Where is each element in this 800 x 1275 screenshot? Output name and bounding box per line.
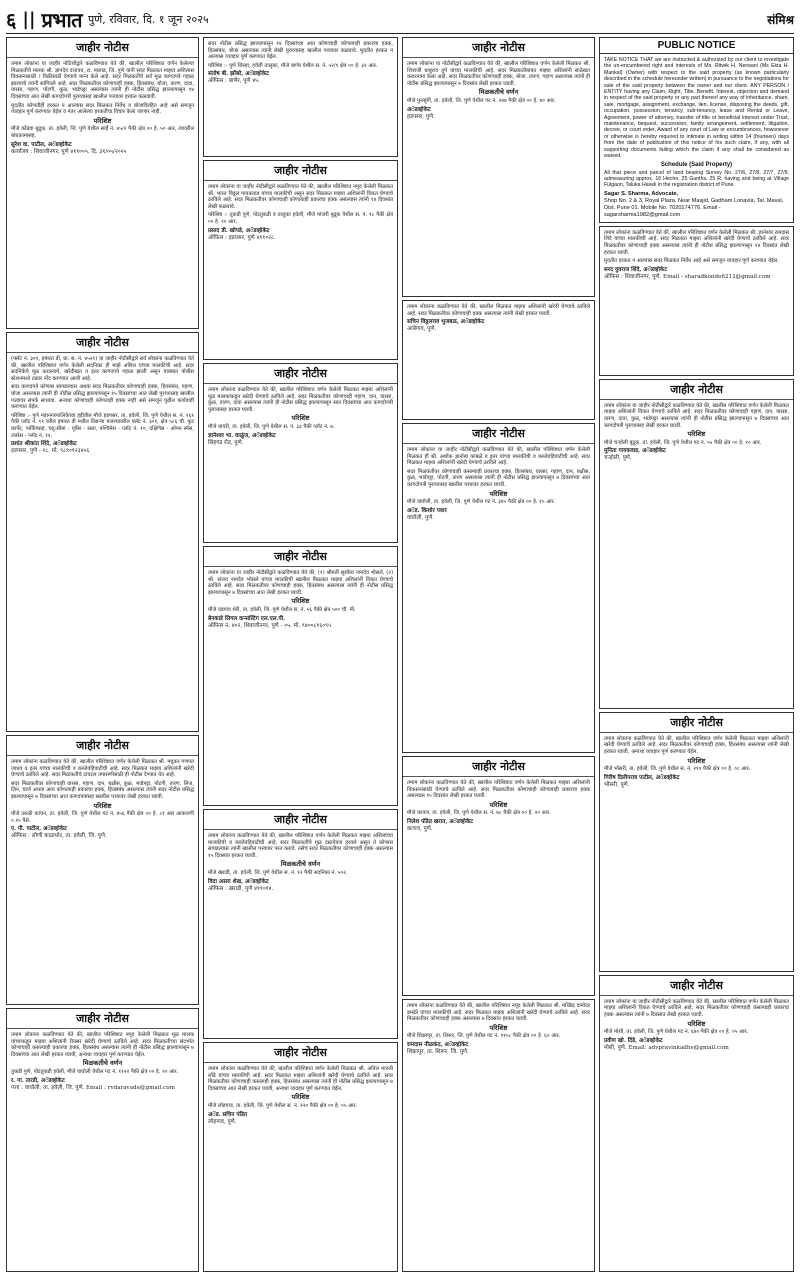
schedule-text: मौजे लोहगाव, ता. हवेली, जि. पुणे येथील स. नं. २२० पैकी क्षेत्र ०० हे. ०५ आर. [208, 1102, 358, 1109]
schedule-text: मौजे फुरसुंगी, ता. हवेली, जि. पुणे येथील गट नं. २४७ पैकी क्षेत्र ०० हे. ४० आर. [407, 97, 556, 104]
notice-signature [11, 826, 194, 840]
column-3 [402, 37, 595, 1272]
notice-paragraph: तमाम लोकांना या जाहीर नोटीसीद्वारे कळविण्यात येते की, खालील परिशिष्टात वर्णन केलेली मिळकत माझ्या अशिलांनी विकत घेण्याचे ठरविले आहे. सदर मिळकतीवर कोणाचाही कसल्याही प्रकारचा हक्क असल्यास त्यांनी ७ दिवसांत लेखी हरकत घ्यावी. [604, 998, 789, 1018]
notice-paragraph: (फ्लॅट नं. ३०१, इमारत डी, प्रा. स. नं. ४५२१) या जाहीर नोटीसीद्वारे सर्व लोकांना कळविण्यात येते की, खालील परिशिष्टात वर्णन केलेली सदनिका ही माझे अशिल यांच्या मालकीची आहे. सदर सदनिकेचे मूळ करारनामे, खरेदीखत व इतर कागदपत्रे गहाळ झाली असून याबाबत पोलीस स्टेशनमध्ये तक्रार नोंद करण्यात आली आहे. [11, 356, 194, 382]
signatory-address: ऑफिस नं. ४०२, शिवाजीनगर, पुणे - ०५. मो. ९४००८१६०९५ [208, 622, 331, 629]
signatory-address: आंबेगाव, पुणे. [407, 326, 437, 333]
masthead-left [6, 6, 209, 33]
schedule-text: मौजे कोंढवा बुद्रुक, ता. हवेली, जि. पुणे येथील सर्व्हे नं. ४५/२ पैकी क्षेत्र ०० हे. ५० आर, त्यावरील बांधकामासह. [11, 126, 194, 139]
legal-notice [6, 735, 199, 1005]
signatory-name: र. गा. तारडी, अॅडव्होकेट [11, 1077, 65, 1084]
schedule-title: परिशिष्ट [93, 116, 112, 125]
notice-heading: जाहीर नोटीस [7, 1009, 198, 1029]
legal-notice [6, 1008, 199, 1272]
notice-heading: जाहीर नोटीस [204, 364, 397, 384]
schedule-title: परिशिष्ट [687, 1019, 706, 1028]
notice-paragraph: तमाम लोकांना कळविण्यात येते की, खालील परिशिष्टात वर्णन केलेली मिळकत माझ्या अशिलांच्या मालकीची व कब्जेवहिवाटीची आहे. सदर मिळकतीचे मूळ दस्तऐवज हरवले असून ते कोणास सापडल्यास त्यांनी खालील पत्त्यावर परत करावे. तसेच सदर मिळकतीवर कोणाचाही हक्क असल्यास १५ दिवसांत हरकत घ्यावी. [208, 833, 393, 859]
notice-signature [208, 433, 393, 447]
schedule-text: मौजे वाघोली, ता. हवेली, जि. पुणे येथील गट नं. ३४५ पैकी क्षेत्र ०० हे. १५ आर. [407, 499, 556, 506]
notice-paragraph: तमाम लोकांना कळविण्यात येते की, खालील परिशिष्टात वर्णन केलेली मिळकत श्री. ज्ञानेश्वर रामदास शिंदे यांच्या मालकीची आहे. सदर मिळकत माझ्या अशिलांनी खरेदी घेण्याचे ठरविले आहे. सदर मिळकतीवर कोणाचाही हक्क असल्यास त्यांनी ही नोटीस प्रसिद्ध झाल्यापासून १४ दिवसांत लेखी हरकत घ्यावी. [604, 229, 789, 256]
schedule-text: मौजे भोसरी, ता. हवेली, जि. पुणे येथील स. नं. २१० पैकी क्षेत्र ०० हे. ०८ आर. [604, 766, 751, 773]
signatory-address: वाघोली, पुणे. [407, 514, 435, 521]
notice-paragraph: तमाम लोकांना कळविण्यात येते की, खालील परिशिष्टात वर्णन केलेली मिळकत माझ्या अशिलांनी मूळ मालकांकडून खरेदी घेण्याचे ठरविले आहे. सदर मिळकतीवर कोणाचाही गहाण, दान, वारसा, कुळ, तारण, दावा असल्यास त्यांनी ही नोटीस प्रसिद्ध झाल्यापासून सात दिवसांच्या आत कागदोपत्री पुराव्यासह हरकत घ्यावी. [208, 387, 393, 413]
notice-heading: जाहीर नोटीस [204, 547, 397, 567]
schedule-text: मौजे उरुळी कांचन, ता. हवेली, जि. पुणे येथील गट नं. ४५६ पैकी क्षेत्र ०० हे. ८१ आर आकारणी ०.९५ पैसे. [11, 811, 194, 824]
schedule-title: मिळकतीचे वर्णन [478, 88, 519, 97]
notice-signature [407, 319, 590, 333]
signatory-name: बेनकाडे लिगल कन्सल्टिंग एल.एल.पी. [208, 615, 286, 622]
signatory-name: अॅडव्होकेट [407, 106, 431, 113]
schedule-text: मौजे वडगाव शेरी, ता. हवेली, जि. पुणे येथील स. नं. ५६ पैकी क्षेत्र ५०० चौ. मी. [208, 606, 356, 613]
notice-paragraph: तमाम लोकांना या जाहीर नोटीसीद्वारे कळविण्यात येते की, (१) श्रीमती सुशीला नामदेव भोसले, (२) श्री. संजय नामदेव भोसले यांच्या मालकीची खालील मिळकत माझ्या अशिलांनी विकत घेण्याचे ठरविले आहे. सदर मिळकतीवर कोणाचाही हक्क, हितसंबंध असल्यास त्यांनी ही नोटीस प्रसिद्ध झाल्यापासून ७ दिवसांच्या आत लेखी हरकत घ्यावी. [208, 570, 393, 596]
schedule-title: परिशिष्ट [93, 801, 112, 810]
notice-signature [407, 819, 590, 833]
notice-signature [407, 508, 590, 522]
notice-paragraph: तमाम लोकांना या जाहीर नोटीसीद्वारे कळविण्यात येते की, खालील परिशिष्टात वर्णन केलेली मिळकत ही श्री. अशोक ज्ञानोबा कांबळे व इतर यांच्या मालकीची व कब्जेवहिवाटीची आहे. सदर मिळकत माझ्या अशिलांनी खरेदी घेण्याचे ठरविले आहे. [407, 447, 590, 467]
signatory-address: ऑफिस : लोणी काळभोर, ता. हवेली, जि. पुणे. [11, 833, 107, 840]
signatory-address: ऑफिस : बाणेर, पुणे ४५. [208, 78, 260, 85]
schedule-title: परिशिष्ट [489, 489, 508, 498]
notice-body [407, 304, 590, 416]
signatory-name: सरद युवराज शिंदे, अॅडव्होकेट [604, 266, 668, 273]
notice-signature [604, 775, 789, 789]
signatory-name: संतोष बी. झोंबरे, अॅडव्होकेट [208, 71, 269, 78]
schedule-title: परिशिष्ट [291, 414, 310, 423]
notice-body [11, 61, 194, 325]
notice-heading: जाहीर नोटीस [7, 38, 198, 58]
notice-heading: जाहीर नोटीस [403, 424, 594, 444]
notice-body [407, 1003, 590, 1268]
signatory-address: शिक्रापूर, ता. शिरूर, जि. पुणे. [407, 1048, 469, 1055]
notice-paragraph: परिशिष्ट :- पुणे महानगरपालिकेच्या हद्दीतील मौजे हडपसर, ता. हवेली, जि. पुणे येथील स. नं. १६१ पैकी प्लॉट नं. ११ वरील इमारत डी मधील तिसऱ्या मजल्यावरील फ्लॅट नं. ३०१, क्षेत्र ५८६ चौ. फूट कार्पेट, पार्किंगसह. चतु:सीमा : पूर्वेस - रस्ता, पश्चिमेस - प्लॉट नं. १०, दक्षिणेस - ओपन स्पेस, उत्तरेस - प्लॉट नं. १२. [11, 412, 194, 439]
notice-heading: जाहीर नोटीस [204, 161, 397, 181]
notice-signature [208, 1112, 393, 1126]
public-notice-schedule: All that piece and parcel of land bearing Survey No. 27/6, 27/8, 27/7, 27/9, admeasuring approx. 16 Hector, 25 Gunths, 25 R. having and being at Village Fulgaon, Taluka Haveli in the registration district of Pune. [604, 169, 789, 189]
masthead [6, 6, 794, 34]
notice-heading: जाहीर नोटीस [403, 757, 594, 777]
signatory-address: सिंहगड रोड, पुणे. [208, 439, 244, 446]
signatory-name: अॅड. सचिन पंडित [208, 1111, 248, 1118]
date-line: पुणे, रविवार, दि. १ जून २०२५ [88, 13, 209, 26]
signatory-name: सचिन विठ्ठलराव भुजबळ, अॅडव्होकेट [407, 319, 485, 326]
schedule-title: परिशिष्ट [489, 800, 508, 809]
notice-paragraph: सदर मिळकतीवर कोणाचाही कसल्याही प्रकारचा हक्क, हितसंबंध, वारसा, गहाण, दान, बक्षीस, कुळ, भाडेपट्टा, पोटगी, तारण असल्यास त्यांनी ही नोटीस प्रसिद्ध झाल्यापासून ७ दिवसांच्या आत कागदोपत्री पुराव्यासह खालील पत्त्यावर हरकत घ्यावी. [407, 468, 590, 488]
legal-notice [203, 546, 398, 806]
notice-signature [11, 142, 194, 156]
notice-body [604, 736, 789, 968]
notice-paragraph: तमाम लोकांना कळविण्यात येते की, खालील परिशिष्टात नमूद केलेली मिळकत श्री. मच्छिंद्र दामोदर ढमढेरे यांच्या मालकीची आहे. सदर मिळकत माझ्या अशिलांनी खरेदी घेण्याचे ठरविले आहे. सदर मिळकतीवर कोणाचाही हक्क असल्यास ७ दिवसांत हरकत घ्यावी. [407, 1003, 590, 1023]
schedule-title: परिशिष्ट [291, 1093, 310, 1102]
schedule-text: मौजे कात्रज, ता. हवेली, जि. पुणे येथील स. नं. ७८ पैकी क्षेत्र ०० हे. २० आर. [407, 810, 551, 817]
signatory-name: निलेश पंडित खरात, अॅडव्होकेट [407, 818, 473, 825]
schedule-title: मिळकतीचे वर्णन [280, 860, 321, 869]
signatory-address: हडपसर, पुणे. [407, 113, 435, 120]
notice-signature [208, 71, 393, 85]
notice-body [407, 447, 590, 749]
legal-notice [6, 332, 199, 732]
section-name: संमिश्र [767, 13, 794, 27]
legal-notice [203, 363, 398, 543]
notice-body [604, 403, 789, 705]
legal-notice [6, 37, 199, 329]
notice-heading: जाहीर नोटीस [7, 333, 198, 353]
schedule-text: मौजे धायरी, ता. हवेली, जि. पुणे येथील स. नं. ३३ पैकी प्लॉट नं. ७. [208, 423, 335, 430]
legal-notice [402, 756, 595, 996]
notice-signature [11, 1078, 194, 1092]
signatory-name: प्रवीण खो. दिंडे, अॅडव्होकेट [604, 1037, 663, 1044]
notice-body [208, 387, 393, 539]
signatory-name: प्रशांत श्रीकांत शिंदे, अॅडव्होकेट [11, 441, 77, 448]
notice-paragraph: सदर कागदपत्रे कोणास सापडल्यास अथवा सदर मिळकतीवर कोणाचाही हक्क, हितसंबंध, गहाण, बोजा असल्यास त्यांनी ही नोटीस प्रसिद्ध झाल्यापासून १५ दिवसांच्या आत लेखी पुराव्यासह खालील पत्त्यावर संपर्क साधावा. अन्यथा कोणाचाही कोणताही हक्क नाही असे समजून पुढील कार्यवाही करण्यात येईल. [11, 384, 194, 411]
public-notice-heading: PUBLIC NOTICE [600, 38, 793, 54]
signatory-address: कात्रज, पुणे. [407, 825, 433, 832]
schedule-title: परिशिष्ट [687, 430, 706, 439]
public-notice-sign-address: Shop No. 2 & 3, Royal Plaza, Near Masjid, Gadham Lonavla, Tal. Maval, Dist. Pune 01. Mobile No. 7020174776. Email - sagarsharma1982@gmail.com [604, 197, 784, 218]
notice-paragraph: सदर नोटीस प्रसिद्ध झाल्यापासून १४ दिवसांच्या आत कोणाचाही कोणत्याही प्रकारचा हक्क, हितसंबंध, बोजा असल्यास त्यांनी लेखी पुराव्यासह खालील पत्त्यावर कळवावे. मुदतीत हरकत न आल्यास व्यवहार पूर्ण करण्यात येईल. [208, 41, 393, 61]
masthead-separator: || [22, 9, 36, 30]
legal-notice [203, 1042, 398, 1272]
signatory-name: रामदास नीळकंठ, अॅडव्होकेट [407, 1041, 469, 1048]
notice-paragraph: तमाम लोकांना या जाहीर नोटीसीद्वारे कळविण्यात येते की, खालील परिशिष्टात वर्णन केलेली मिळकत माझ्या अशिलांनी विकत घेण्याचे ठरविले आहे. सदर मिळकतीवर कोणाचाही गहाण, दान, वारसा, तारण, दावा, कुळ, भाडेपट्टा असल्यास त्यांनी ही नोटीस प्रसिद्ध झाल्यापासून ७ दिवसांच्या आत कागदोपत्री पुराव्यासह लेखी हरकत घ्यावी. [604, 402, 789, 429]
signatory-address: हडपसर, पुणे - २८. मो. ९८९०१२३४५६ [11, 448, 90, 455]
notice-paragraph: परिशिष्ट :- पुणे जिल्हा, हवेली तालुका, मौजे बाणेर येथील स. नं. ५२/१ क्षेत्र ०० हे. ३२ आर. [208, 62, 378, 69]
signatory-name: सुरेश वा. पाटील, अॅडव्होकेट [11, 141, 72, 148]
notice-signature [11, 441, 194, 455]
notice-body [208, 184, 393, 356]
notice-signature [208, 616, 393, 630]
notice-heading: जाहीर नोटीस [204, 1043, 397, 1063]
brand-logo: प्रभात [41, 8, 83, 32]
legal-notice [402, 999, 595, 1272]
page-number: ६ [6, 8, 17, 32]
notice-paragraph: तमाम लोकांना कळविण्यात येते की, खालील परिशिष्टात वर्णन केलेली मिळकत श्री. मधुकर गणपत जाधव व इतर यांच्या मालकीची व कब्जेवहिवाटीची आहे. सदर मिळकत माझ्या अशिलांनी खरेदी घेण्याचे ठरविले आहे. सदर मिळकतीचे टायटल तपासणीसाठी ही नोटीस देण्यात येत आहे. [11, 759, 194, 779]
legal-notice [203, 809, 398, 1039]
schedule-text: मौजे शिक्रापूर, ता. शिरूर, जि. पुणे येथील गट नं. ११५८ पैकी क्षेत्र ०० हे. ६० आर. [407, 1033, 561, 1040]
public-notice-schedule-title: Schedule (Said Property) [660, 161, 733, 168]
public-notice-signature [604, 191, 789, 219]
signatory-name: विदा असरा शेख, अॅडव्होकेट [208, 878, 269, 885]
schedule-text: मौजे चऱ्होली बुद्रुक, ता. हवेली, जि. पुणे येथील गट नं. ५५ पैकी क्षेत्र ०० हे. १० आर. [604, 439, 762, 446]
notice-paragraph: मुदतीत हरकत न आल्यास सदर मिळकत निर्वेध आहे असे समजून व्यवहार पूर्ण करण्यात येईल. [604, 258, 779, 265]
notice-heading: जाहीर नोटीस [600, 380, 793, 400]
notice-heading: जाहीर नोटीस [7, 736, 198, 756]
legal-notice [599, 712, 794, 972]
signatory-name: अॅड. किशोर पवार [407, 507, 447, 514]
notice-paragraph: मुदतीत कोणतीही हरकत न आल्यास सदर मिळकत निर्वेध व बोजाविरहित आहे असे समजून व्यवहार पूर्ण करण्यात येईल व नंतर आलेल्या हरकतींचा विचार केला जाणार नाही. [11, 102, 194, 116]
notice-heading: जाहीर नोटीस [600, 976, 793, 996]
column-2 [203, 37, 398, 1272]
notice-signature [208, 879, 393, 893]
schedule-text: मौजे मोशी, ता. हवेली, जि. पुणे येथील गट नं. ६७० पैकी क्षेत्र ०० हे. ०५ आर. [604, 1029, 749, 1036]
legal-notice [203, 160, 398, 360]
notice-body [208, 570, 393, 802]
schedule-text: मौजे खराडी, ता. हवेली, जि. पुणे येथील स. नं. १२ पैकी सदनिका नं. ५०२. [208, 869, 348, 876]
notice-body [11, 356, 194, 728]
notice-body [407, 780, 590, 992]
signatory-name: मुनिता गायकवाड, अॅडव्होकेट [604, 448, 666, 455]
notice-body [11, 759, 194, 1001]
signatory-address: ऑफिस : खराडी, पुणे ४११०१४. [208, 885, 274, 892]
public-notice-sign-name: Sagar S. Sharma, Advocate, [604, 190, 679, 197]
notice-paragraph: तमाम लोकांना कळविण्यात येते की, खालील परिशिष्टात नमूद केलेली मिळकत मूळ मालक यांच्याकडून माझ्या अशिलांनी रीतसर खरेदी घेण्याचे ठरविले आहे. सदर मिळकतीच्या संदर्भात कोणाचाही कसल्याही प्रकारचा हक्क, हितसंबंध असल्यास त्यांनी ही नोटीस प्रसिद्ध झाल्यापासून ७ दिवसांच्या आत लेखी हरकत घ्यावी, अन्यथा व्यवहार पूर्ण करण्यात येईल. [11, 1032, 194, 1058]
signatory-address: पत्ता : वाघोली, ता. हवेली, जि. पुणे. Email : rvdaravade@gmail.com [11, 1084, 175, 1091]
notice-paragraph: तमाम लोकांना कळविण्यात येते की, खालील मिळकत माझ्या अशिलांनी खरेदी घेण्याचे ठरविले आहे. सदर मिळकतीवर कोणाचाही हक्क असल्यास त्यांनी लेखी हरकत घ्यावी. [407, 304, 590, 317]
notice-body [407, 61, 590, 293]
signatory-name: गिरीष दिलीपराव पाटील, अॅडव्होकेट [604, 774, 680, 781]
notice-paragraph: तमाम लोकांना कळविण्यात येते की, खालील परिशिष्टात वर्णन केलेली मिळकत श्री. अनिल मारुती लोंढे यांच्या मालकीची आहे. सदर मिळकत माझ्या अशिलांनी खरेदी घेण्याचे ठरविले आहे. सदर मिळकतीवर कोणाचाही कसलाही हक्क, हितसंबंध असल्यास त्यांनी ही नोटीस प्रसिद्ध झाल्यापासून ७ दिवसांच्या आत लेखी हरकत घ्यावी, अन्यथा व्यवहार पूर्ण करण्यात येईल. [208, 1066, 393, 1092]
legal-notice [402, 423, 595, 753]
notice-signature [208, 228, 393, 242]
signatory-address: मोशी, पुणे. Email: advpravinkadhe@gmail.com [604, 1044, 729, 1051]
notice-body [208, 41, 393, 153]
notice-paragraph: तमाम लोकांना या जाहीर नोटिशीद्वारे कळविण्यात येते की, खालील परिशिष्टात वर्णन केलेल्या मिळकतीचे मालक श्री. ज्ञानदेव दत्तात्रय, रा. मालाड, जि. पुणे यांनी सदर मिळकत माझ्या अशिलास विकसनासाठी / विक्रीसाठी देण्याचे मान्य केले आहे. सदर मिळकतीचे सर्व मूळ कागदपत्रे गहाळ झाल्याचे त्यांनी सांगितले आहे. सदर मिळकतीवर कोणाचाही हक्क, हितसंबंध, बोजा, तारण, दावा, वारसा, गहाण, पोटगी, कुळ, भाडेपट्टा असल्यास त्यांनी ही नोटीस प्रसिद्ध झाल्यापासून १४ दिवसांच्या आत लेखी कागदोपत्री पुराव्यासह खालील पत्त्यावर हरकत कळवावी. [11, 61, 194, 100]
schedule-text: तुकडी पुणे, पोटतुकडी हवेली, मौजे वाघोली येथील गट नं. ११२२ पैकी क्षेत्र ०० हे. २० आर. [11, 1068, 179, 1075]
legal-notice [599, 379, 794, 709]
legal-notice [599, 226, 794, 376]
signatory-address: ऑफिस : शिवाजीनगर, पुणे. Email - sharadkonde6212@gmail.com [604, 273, 771, 280]
signatory-address: लोहगाव, पुणे. [208, 1118, 237, 1125]
column-1 [6, 37, 199, 1272]
signatory-name: ज्ञानेश्वर भा. वाळुंज, अॅडव्होकेट [208, 432, 276, 439]
signatory-address: चऱ्होली, पुणे. [604, 455, 632, 462]
notice-paragraph: तमाम लोकांना कळविण्यात येते की, खालील परिशिष्टात वर्णन केलेली मिळकत माझ्या अशिलांनी खरेदी घेण्याचे ठरविले आहे. सदर मिळकतीवर कोणाचाही हक्क, हितसंबंध असल्यास त्यांनी लेखी हरकत घ्यावी, अन्यथा व्यवहार पूर्ण करण्यात येईल. [604, 735, 789, 755]
notice-paragraph: तमाम लोकांना या नोटीसीद्वारे कळविण्यात येते की, खालील परिशिष्टात वर्णन केलेली मिळकत श्री. शिवाजी बाबूराव तुपे यांच्या मालकीची आहे. सदर मिळकतीबाबत माझ्या अशिलांनी साठेखत करारनामा केला आहे. सदर मिळकतीवर कोणाचाही हक्क, बोजा, तारण, गहाण असल्यास त्यांनी ही नोटीस प्रसिद्ध झाल्यापासून ७ दिवसांत लेखी हरकत घ्यावी. [407, 61, 590, 87]
public-notice-body: TAKE NOTICE THAT we are instructed & authorized by our client to investigate the un-encumbered right and interests of Ms. Ritwik H. Nerwani (Ms Ekta H. Mankal) (Owner) with respect to the said property (as known particularly described in the schedule hereunder written) in pursuance to the negotiations for sale of the said property between the owner and our client. ANY PERSON / ENTITY having any Claim, Right, Title, Benefit, Interest, objection and demand in respect of the said property or any part thereof any way of inheritance, share, sale, mortgage, assignment, exchange, lien, license, disposing the deeds, gift, occupation, possession, tenancy, sub-tenancy, lease and Rental or Leave, Agreement, power of attorney, transfer of title or beneficial interest under Trust, maintenance, bequest, succession, family arrangement, settlement, litigation, decree, or court order, Award of any court of Law or encumbrances, howsoever or otherwise is hereby required to intimate in writing within 14 (fourteen) days from the date of publication of this notice of his such claim, if any, with all supporting documents failing which the claim if any shall be considered as waived. [604, 57, 789, 160]
schedule-title: परिशिष्ट [291, 597, 310, 606]
signatory-address: ऑफिस : हडपसर, पुणे ४११०२८. [208, 234, 276, 241]
signatory-address: कार्यालय : शिवाजीनगर, पुणे ४११००५. दि. ३१/०५/२०२५ [11, 148, 127, 155]
schedule-title: परिशिष्ट [687, 756, 706, 765]
signatory-address: भोसरी, पुणे. [604, 781, 630, 788]
notice-body [604, 230, 789, 372]
notice-signature [604, 448, 789, 462]
notices-grid [6, 37, 794, 1272]
notice-body [208, 1066, 393, 1268]
notice-heading: जाहीर नोटीस [204, 810, 397, 830]
notice-paragraph: तमाम लोकांना या जाहीर नोटीसीद्वारे कळविण्यात येते की, खालील परिशिष्टात नमूद केलेली मिळकत श्री. भारत विठ्ठल गायकवाड यांच्या मालकीची असून सदर मिळकत माझ्या अशिलांनी विकत घेण्याचे ठरविले आहे. सदर मिळकतीवर कोणाचाही कोणत्याही प्रकारचा हक्क असल्यास त्यांनी १४ दिवसांत लेखी कळवावे. [208, 184, 393, 210]
schedule-title: परिशिष्ट [489, 1023, 508, 1032]
public-notice [599, 37, 794, 223]
notice-heading: जाहीर नोटीस [600, 713, 793, 733]
legal-notice [402, 37, 595, 297]
notice-signature [604, 1038, 789, 1052]
signatory-name: ए. पी. पाटील, अॅडव्होकेट [11, 826, 67, 833]
notice-signature [604, 267, 789, 281]
notice-body [208, 833, 393, 1035]
notice-paragraph: सदर मिळकतीवर कोणाचाही वारसा, गहाण, दान, बक्षीस, कुळ, भाडेपट्टा, पोटगी, तारण, लिज, लिन, चार्ज अथवा अन्य कोणत्याही प्रकारचा हक्क, हितसंबंध असल्यास त्यांनी सदर नोटीस प्रसिद्ध झाल्यापासून ७ दिवसांच्या आत कागदपत्रांसह खालील पत्त्यावर लेखी हरकत घ्यावी. [11, 780, 194, 800]
notice-body [11, 1032, 194, 1268]
notice-paragraph: तमाम लोकांना कळविण्यात येते की, खालील परिशिष्टात वर्णन केलेली मिळकत माझ्या अशिलांनी विकसनासाठी घेण्याचे ठरविले आहे. सदर मिळकतीवर कोणाचाही कोणत्याही प्रकारचा हक्क असल्यास १५ दिवसांत लेखी हरकत घ्यावी. [407, 780, 590, 800]
column-4 [599, 37, 794, 1272]
notice-paragraph: परिशिष्ट :- तुकडी पुणे, पोटतुकडी व तालुका हवेली, मौजे मांजरी बुद्रुक येथील स. नं. ९८ पैकी क्षेत्र ०० हे. १० आर. [208, 212, 393, 225]
legal-notice [599, 975, 794, 1272]
notice-heading: जाहीर नोटीस [403, 38, 594, 58]
legal-notice [203, 37, 398, 157]
notice-signature [407, 107, 590, 121]
schedule-title: मिळकतीचे वर्णन [82, 1059, 123, 1068]
notice-signature [407, 1042, 590, 1056]
notice-body [604, 999, 789, 1268]
signatory-name: प्रसाद डी. खोपडे, अॅडव्होकेट [208, 227, 270, 234]
legal-notice [402, 300, 595, 420]
